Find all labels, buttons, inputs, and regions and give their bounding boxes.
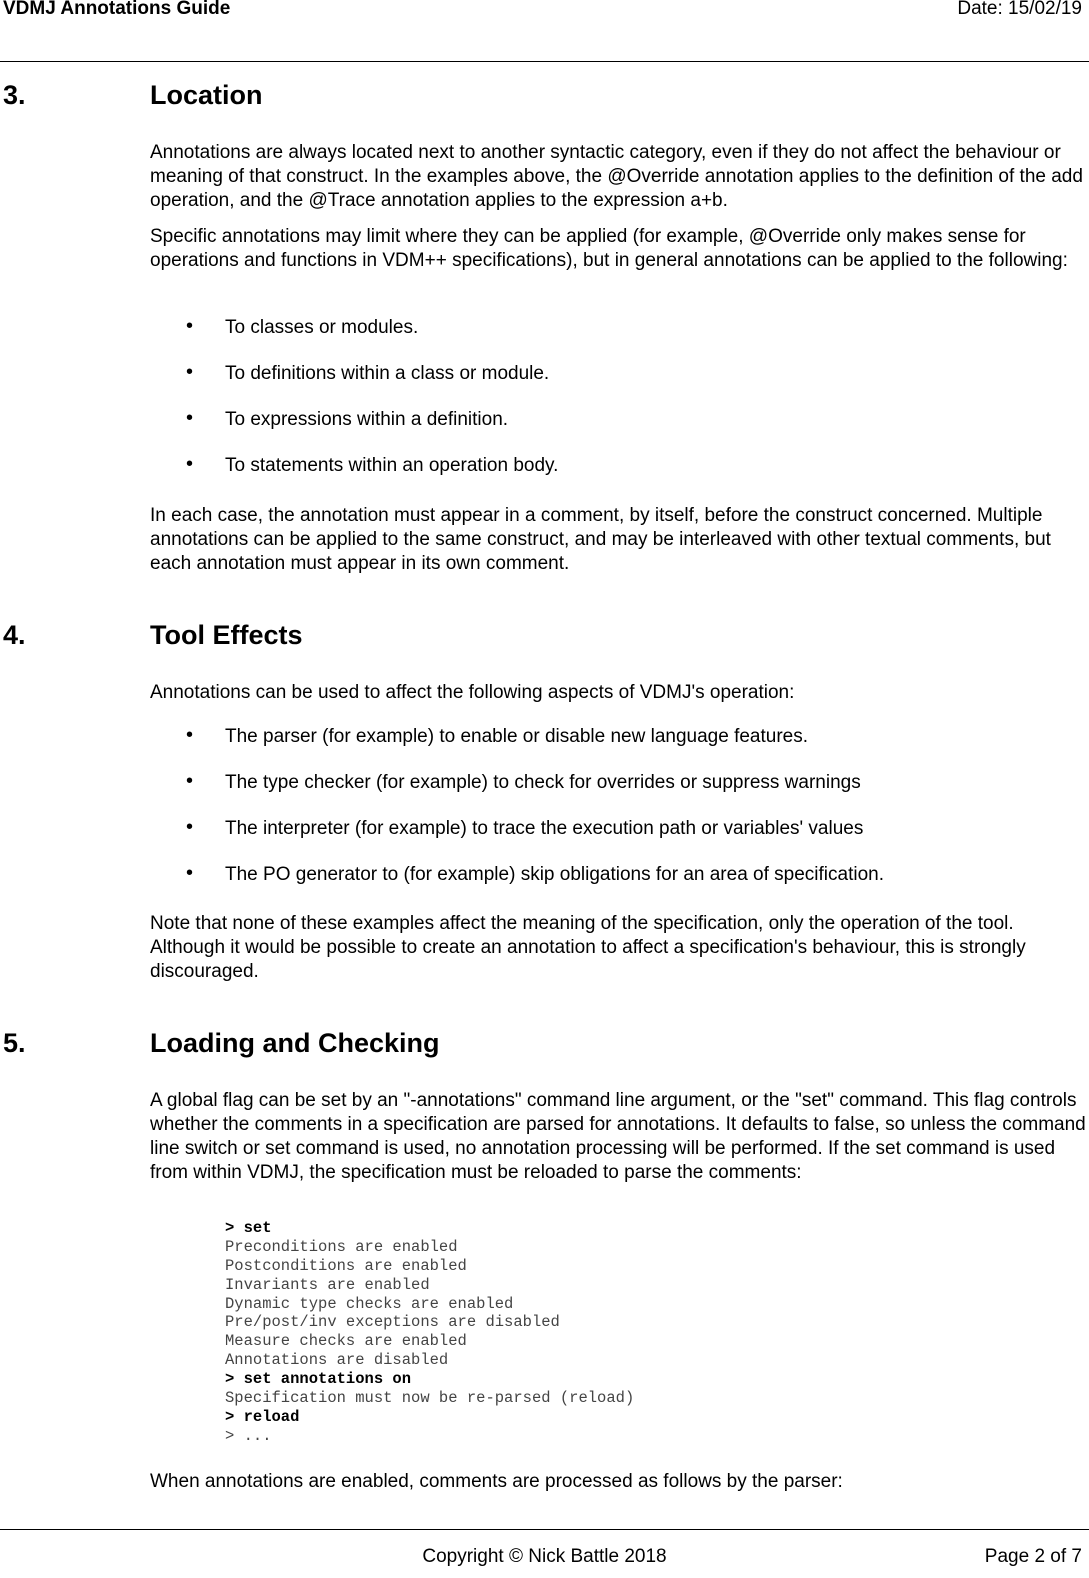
- code-line: > set annotations on: [225, 1370, 412, 1389]
- code-line: Annotations are disabled: [225, 1351, 449, 1370]
- list-item: The parser (for example) to enable or disable new language features.: [225, 726, 809, 747]
- bullet-icon: •: [186, 315, 194, 337]
- section-3-paragraph-1: Annotations are always located next to another syntactic category, even if they do not affect the behaviour or meaning of that construct. In the examples above, the @Override annotation applies to the definition of the add operation, and the @Trace annotation applies to the expression a+b.: [150, 142, 1083, 211]
- list-item: To expressions within a definition.: [225, 409, 509, 430]
- list-item: The PO generator to (for example) skip obligations for an area of specification.: [225, 864, 885, 885]
- section-4-closing: Note that none of these examples affect the meaning of the specification, only the operation of the tool. Although it would be possible to create an annotation to affect a specification's behaviour, this is strongly discouraged.: [150, 913, 1026, 982]
- code-line: Measure checks are enabled: [225, 1332, 467, 1351]
- document-title: VDMJ Annotations Guide: [3, 0, 231, 19]
- code-line: Postconditions are enabled: [225, 1256, 467, 1275]
- bullet-icon: •: [186, 453, 194, 475]
- section-5-closing: When annotations are enabled, comments are processed as follows by the parser:: [150, 1471, 843, 1492]
- code-line: > set: [225, 1219, 272, 1237]
- section-4-number: 4.: [3, 620, 26, 650]
- code-line: Pre/post/inv exceptions are disabled: [225, 1313, 560, 1332]
- section-4-intro: Annotations can be used to affect the following aspects of VDMJ's operation:: [150, 682, 795, 703]
- bullet-icon: •: [186, 770, 194, 792]
- section-3-closing: In each case, the annotation must appear in a comment, by itself, before the construct concerned. Multiple annotations can be applied to the same construct, and may be interleaved with other textual comments, but each annotation must appear in its own comment.: [150, 505, 1051, 574]
- section-3-paragraph-2: Specific annotations may limit where they can be applied (for example, @Override only makes sense for operations and functions in VDM++ specifications), but in general annotations can be applied to the following:: [150, 226, 1068, 271]
- code-line: Invariants are enabled: [225, 1275, 430, 1294]
- list-item: The interpreter (for example) to trace the execution path or variables' values: [225, 818, 864, 839]
- footer-rule: [0, 1529, 1089, 1530]
- document-date: Date: 15/02/19: [957, 0, 1082, 19]
- section-5-number: 5.: [3, 1028, 26, 1058]
- header-rule: [0, 61, 1089, 62]
- bullet-icon: •: [186, 361, 194, 383]
- list-item: To definitions within a class or module.: [225, 363, 550, 384]
- page-number: Page 2 of 7: [984, 1546, 1082, 1567]
- section-4-title: Tool Effects: [150, 620, 303, 650]
- bullet-icon: •: [186, 724, 194, 746]
- section-3-number: 3.: [3, 80, 26, 110]
- bullet-icon: •: [186, 816, 194, 838]
- code-line: > ...: [225, 1426, 272, 1445]
- list-item: The type checker (for example) to check for overrides or suppress warnings: [225, 772, 861, 793]
- section-5-title: Loading and Checking: [150, 1028, 440, 1058]
- list-item: To statements within an operation body.: [225, 455, 559, 476]
- bullet-icon: •: [186, 862, 194, 884]
- code-line: Specification must now be re-parsed (reload): [225, 1389, 635, 1408]
- code-line: Dynamic type checks are enabled: [225, 1294, 514, 1313]
- code-line: Preconditions are enabled: [225, 1237, 458, 1256]
- code-block: [225, 1219, 634, 1446]
- section-5-intro: A global flag can be set by an "-annotations" command line argument, or the "set" command. This flag controls whether the comments in a specification are parsed for annotations. It defaults to false, so unless the command line switch or set command is used, no annotation processing will be performed. If the set command is used from within VDMJ, the specification must be reloaded to parse the comments:: [150, 1090, 1086, 1183]
- code-line: > reload: [225, 1407, 300, 1426]
- section-3-title: Location: [150, 80, 263, 110]
- footer-copyright: Copyright © Nick Battle 2018: [422, 1546, 667, 1567]
- bullet-icon: •: [186, 407, 194, 429]
- list-item: To classes or modules.: [225, 317, 419, 338]
